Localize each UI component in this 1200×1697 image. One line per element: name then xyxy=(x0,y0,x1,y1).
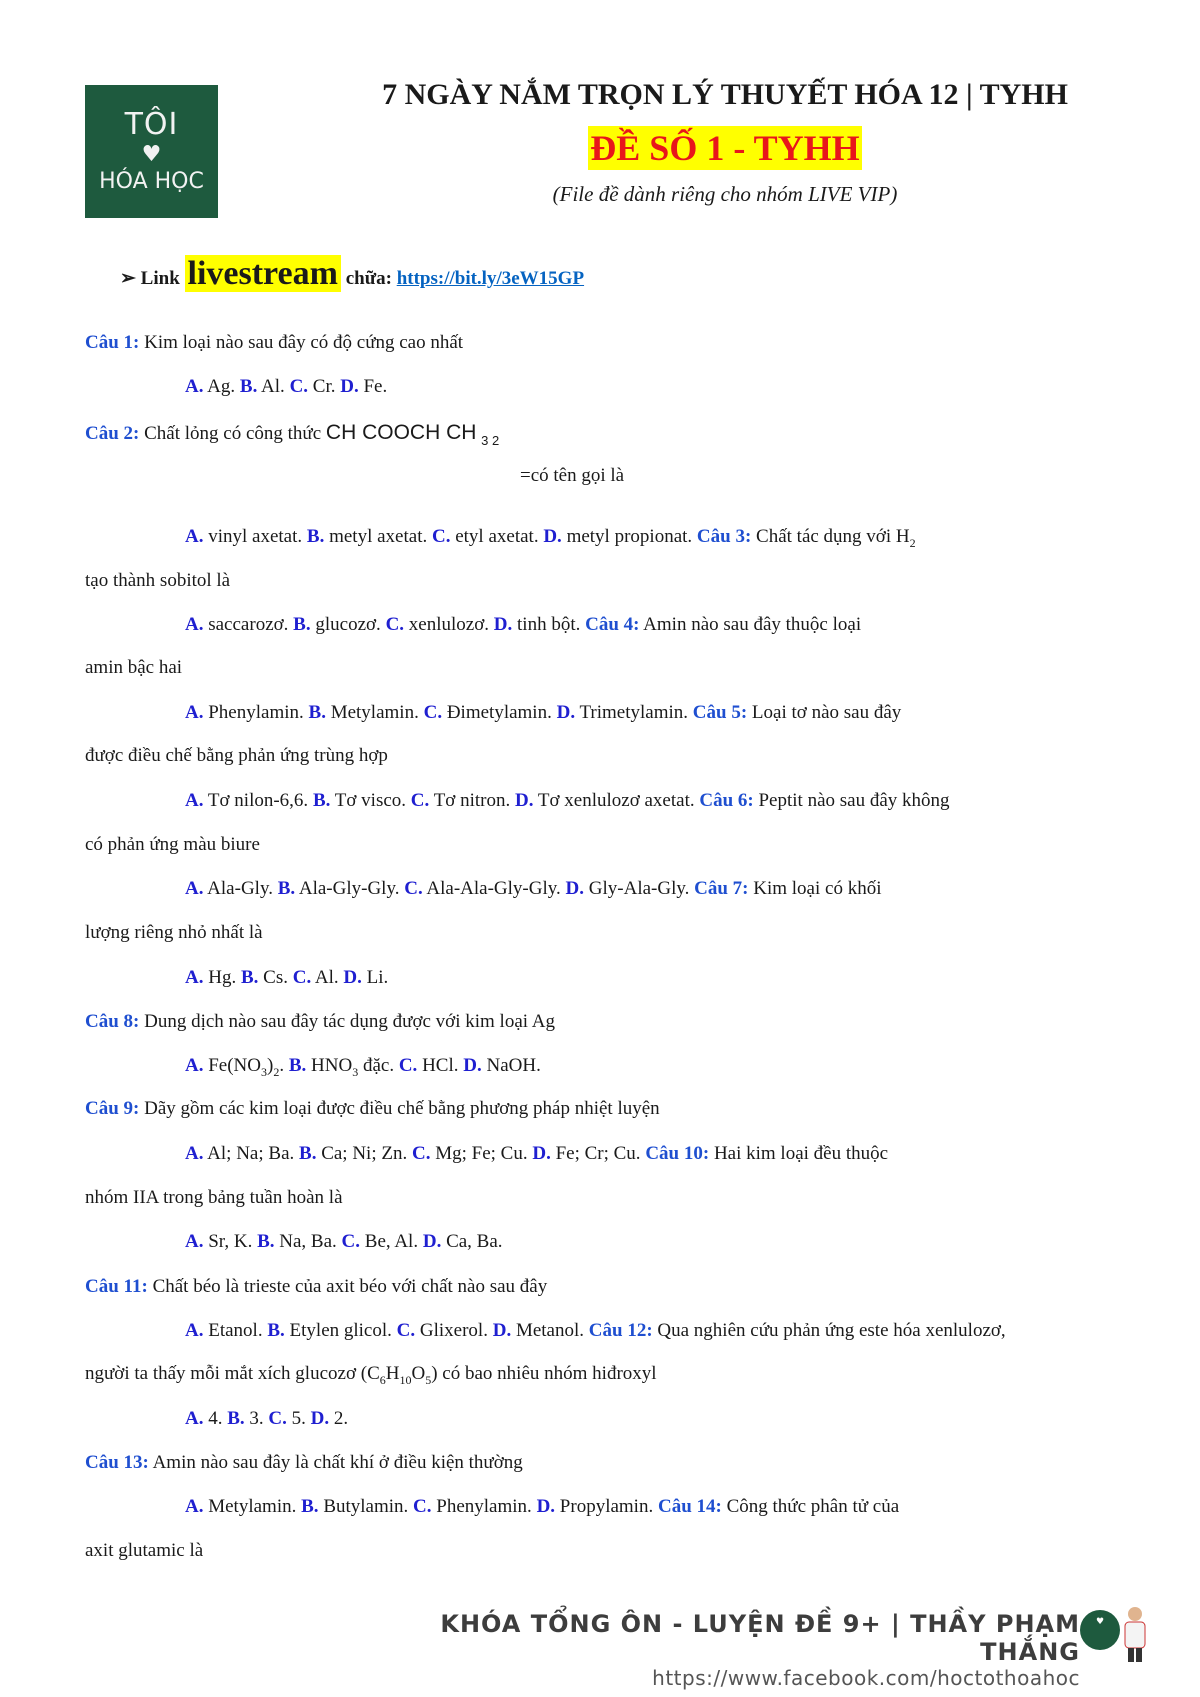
question-label: Câu 7: xyxy=(694,878,749,899)
option-c-text: Phenylamin. xyxy=(431,1496,537,1517)
answers-8 xyxy=(185,1055,541,1080)
question-11 xyxy=(85,1276,547,1298)
option-a: A. xyxy=(185,790,204,811)
option-c-text: Ala-Ala-Gly-Gly. xyxy=(422,878,566,899)
subscript: 2 xyxy=(909,535,916,550)
question-3-cont: tạo thành sobitol là xyxy=(85,570,231,591)
question-label: Câu 9: xyxy=(85,1098,140,1119)
question-text: ) có bao nhiêu nhóm hiđroxyl xyxy=(431,1363,657,1384)
question-6-cont: có phản ứng màu biure xyxy=(85,834,260,855)
question-9 xyxy=(85,1098,660,1120)
option-a-text-3: . xyxy=(279,1055,289,1076)
option-b: B. xyxy=(308,702,326,723)
option-a: A. xyxy=(185,376,204,397)
option-d-text: Tơ xenlulozơ axetat. xyxy=(533,790,700,811)
question-text: Loại tơ nào sau đây xyxy=(747,702,902,723)
livestream-link-line xyxy=(120,255,584,293)
option-c: C. xyxy=(341,1231,361,1252)
option-b: B. xyxy=(293,614,311,635)
option-d: D. xyxy=(463,1055,482,1076)
option-a-text: saccarozơ. xyxy=(203,614,294,635)
footer-course: KHÓA TỔNG ÔN - LUYỆN ĐỀ 9+ | THẦY PHẠM THẮNG xyxy=(440,1610,1080,1666)
answers-6 xyxy=(185,878,881,900)
option-c: C. xyxy=(289,376,309,397)
option-d-text: Fe. xyxy=(358,376,388,397)
option-d-text: Gly-Ala-Gly. xyxy=(584,878,695,899)
option-d-text: 2. xyxy=(329,1408,349,1429)
option-d-text: Metanol. xyxy=(511,1320,589,1341)
option-a-text: Sr, K. xyxy=(203,1231,258,1252)
option-d-text: Trimetylamin. xyxy=(575,702,693,723)
link-prefix: ➢ Link xyxy=(120,268,185,289)
option-c-text: Cr. xyxy=(308,376,341,397)
option-d: D. xyxy=(532,1143,551,1164)
answers-12 xyxy=(185,1408,348,1430)
option-d: D. xyxy=(492,1320,512,1341)
question-label: Câu 14: xyxy=(657,1496,722,1517)
option-b-text: HNO xyxy=(306,1055,353,1076)
option-a: A. xyxy=(185,1231,204,1252)
question-8 xyxy=(85,1011,555,1033)
question-text: Chất lỏng có công thức xyxy=(139,423,326,444)
option-c: C. xyxy=(396,1320,416,1341)
option-b-text: Na, Ba. xyxy=(274,1231,342,1252)
option-d: D. xyxy=(422,1231,442,1252)
question-text: Kim loại nào sau đây có độ cứng cao nhất xyxy=(139,332,464,353)
heart-icon: ♥ xyxy=(141,141,162,167)
question-10-cont: nhóm IIA trong bảng tuần hoàn là xyxy=(85,1187,343,1208)
logo xyxy=(85,85,218,218)
option-c: C. xyxy=(398,1055,418,1076)
question-text: Dãy gồm các kim loại được điều chế bằng phương pháp nhiệt luyện xyxy=(139,1098,660,1119)
subscript: 10 xyxy=(399,1372,412,1387)
question-text: Công thức phân tử của xyxy=(721,1496,900,1517)
subscript: 3 xyxy=(352,1064,359,1079)
question-label: Câu 3: xyxy=(696,526,752,547)
answers-4 xyxy=(185,702,901,724)
option-d: D. xyxy=(343,967,362,988)
option-a-text: Etanol. xyxy=(203,1320,268,1341)
option-c: C. xyxy=(410,790,430,811)
question-text: Qua nghiên cứu phản ứng este hóa xenlulozơ, xyxy=(652,1320,1006,1341)
question-label: Câu 5: xyxy=(692,702,748,723)
option-d: D. xyxy=(310,1408,330,1429)
option-c: C. xyxy=(292,967,312,988)
option-b: B. xyxy=(288,1055,307,1076)
option-d-text: tinh bột. xyxy=(512,614,586,635)
option-d: D. xyxy=(493,614,513,635)
element-symbol: H xyxy=(385,1363,400,1384)
livestream-url[interactable]: https://bit.ly/3eW15GP xyxy=(396,268,585,289)
link-highlight: livestream xyxy=(185,255,341,292)
option-b: B. xyxy=(240,967,259,988)
option-a-text-2: ) xyxy=(267,1055,274,1076)
option-a-text: Phenylamin. xyxy=(203,702,309,723)
option-c-text: HCl. xyxy=(417,1055,464,1076)
option-c-text: Tơ nitron. xyxy=(429,790,515,811)
option-c: C. xyxy=(413,1496,432,1517)
answers-10 xyxy=(185,1231,503,1253)
page-title: 7 NGÀY NẮM TRỌN LÝ THUYẾT HÓA 12 | TYHH xyxy=(382,78,1068,111)
option-d: D. xyxy=(536,1496,556,1517)
question-label: Câu 1: xyxy=(85,332,140,353)
option-a-text: 4. xyxy=(203,1408,228,1429)
question-4-cont: amin bậc hai xyxy=(85,657,183,678)
option-a-text: Ala-Gly. xyxy=(203,878,278,899)
option-a: A. xyxy=(185,1055,204,1076)
option-a-text: Fe(NO xyxy=(203,1055,262,1076)
answers-13 xyxy=(185,1496,899,1518)
option-d: D. xyxy=(514,790,534,811)
subscript: 5 xyxy=(425,1372,432,1387)
option-a: A. xyxy=(185,1408,204,1429)
option-b: B. xyxy=(257,1231,275,1252)
option-b: B. xyxy=(239,376,258,397)
option-a: A. xyxy=(185,1143,204,1164)
option-b-text: 3. xyxy=(244,1408,269,1429)
option-d: D. xyxy=(543,526,562,547)
question-5-cont: được điều chế bằng phản ứng trùng hợp xyxy=(85,745,388,766)
option-b-text: Butylamin. xyxy=(318,1496,414,1517)
answers-3 xyxy=(185,614,861,636)
option-b-text-2: đặc. xyxy=(358,1055,399,1076)
option-a: A. xyxy=(185,878,204,899)
question-label: Câu 4: xyxy=(585,614,640,635)
footer-url[interactable]: https://www.facebook.com/hoctothoahoc xyxy=(652,1666,1080,1690)
subscript: 3 xyxy=(261,1064,268,1079)
option-a: A. xyxy=(185,967,204,988)
option-d-text: Propylamin. xyxy=(555,1496,658,1517)
answers-2 xyxy=(185,526,916,551)
option-a: A. xyxy=(185,702,204,723)
option-a-text: vinyl axetat. xyxy=(203,526,307,547)
option-c: C. xyxy=(423,702,443,723)
option-b: B. xyxy=(301,1496,319,1517)
chem-formula: CH COOCH CH xyxy=(325,421,477,444)
footer xyxy=(360,1610,1080,1690)
question-label: Câu 2: xyxy=(85,423,140,444)
question-text: Amin nào sau đây là chất khí ở điều kiện thường xyxy=(148,1452,523,1473)
option-d-text: NaOH. xyxy=(481,1055,541,1076)
question-12-cont xyxy=(85,1363,657,1388)
option-d-text: Fe; Cr; Cu. xyxy=(550,1143,646,1164)
option-c: C. xyxy=(268,1408,287,1429)
header-note: (File đề dành riêng cho nhóm LIVE VIP) xyxy=(552,182,898,206)
question-label: Câu 12: xyxy=(588,1320,653,1341)
option-c-text: Be, Al. xyxy=(360,1231,423,1252)
question-label: Câu 6: xyxy=(699,790,754,811)
question-2 xyxy=(85,421,500,448)
option-a: A. xyxy=(185,614,204,635)
option-d: D. xyxy=(340,376,359,397)
option-d-text: Li. xyxy=(361,967,389,988)
teacher-avatar-icon xyxy=(1122,1605,1148,1663)
option-b-text: metyl axetat. xyxy=(324,526,432,547)
question-text: Dung dịch nào sau đây tác dụng được với kim loại Ag xyxy=(139,1011,555,1032)
option-a: A. xyxy=(185,526,204,547)
question-text: Chất béo là trieste của axit béo với chất nào sau đây xyxy=(147,1276,548,1297)
subtitle-wrap xyxy=(300,126,1150,170)
option-c-text: Glixerol. xyxy=(415,1320,493,1341)
answers-5 xyxy=(185,790,950,812)
answers-7 xyxy=(185,967,388,989)
option-b-text: Etylen glicol. xyxy=(284,1320,397,1341)
option-c-text: Mg; Fe; Cu. xyxy=(430,1143,533,1164)
question-text: người ta thấy mỗi mắt xích glucozơ (C xyxy=(85,1363,380,1384)
subscript: 2 xyxy=(273,1064,280,1079)
option-a: A. xyxy=(185,1496,204,1517)
option-c: C. xyxy=(411,1143,431,1164)
logo-line2: HÓA HỌC xyxy=(99,168,204,194)
question-2-tail: =có tên gọi là xyxy=(520,465,625,486)
option-b: B. xyxy=(277,878,296,899)
option-c-text: Al. xyxy=(311,967,344,988)
option-c: C. xyxy=(431,526,451,547)
question-label: Câu 10: xyxy=(645,1143,710,1164)
option-b-text: Al. xyxy=(257,376,290,397)
option-d: D. xyxy=(556,702,576,723)
option-d-text: Ca, Ba. xyxy=(441,1231,503,1252)
option-a-text: Tơ nilon-6,6. xyxy=(203,790,313,811)
option-c-text: Đimetylamin. xyxy=(442,702,557,723)
question-text: Amin nào sau đây thuộc loại xyxy=(639,614,862,635)
option-b-text: Tơ visco. xyxy=(330,790,411,811)
chem-formula-sub: 3 2 xyxy=(481,433,500,448)
element-symbol: O xyxy=(411,1363,426,1384)
question-13 xyxy=(85,1452,523,1474)
question-label: Câu 11: xyxy=(85,1276,148,1297)
option-a-text: Ag. xyxy=(203,376,240,397)
option-a-text: Hg. xyxy=(203,967,241,988)
link-suffix: chữa: xyxy=(340,268,397,289)
option-b-text: Ca; Ni; Zn. xyxy=(316,1143,412,1164)
option-c-text: 5. xyxy=(286,1408,311,1429)
option-b: B. xyxy=(312,790,331,811)
question-label: Câu 13: xyxy=(85,1452,149,1473)
question-text: Kim loại có khối xyxy=(748,878,882,899)
option-a-text: Al; Na; Ba. xyxy=(203,1143,300,1164)
question-text: Hai kim loại đều thuộc xyxy=(709,1143,889,1164)
option-c-text: xenlulozơ. xyxy=(404,614,494,635)
option-b: B. xyxy=(227,1408,245,1429)
question-7-cont: lượng riêng nhỏ nhất là xyxy=(85,922,263,943)
option-b-text: Cs. xyxy=(258,967,293,988)
question-label: Câu 8: xyxy=(85,1011,140,1032)
option-b-text: glucozơ. xyxy=(310,614,386,635)
question-14-cont: axit glutamic là xyxy=(85,1540,204,1561)
exam-subtitle: ĐỀ SỐ 1 - TYHH xyxy=(590,128,860,168)
question-text: Chất tác dụng với H xyxy=(751,526,910,547)
option-b: B. xyxy=(299,1143,317,1164)
option-b-text: Ala-Gly-Gly. xyxy=(295,878,405,899)
option-a-text: Metylamin. xyxy=(203,1496,302,1517)
option-d-text: metyl propionat. xyxy=(561,526,697,547)
subscript: 6 xyxy=(379,1372,386,1387)
option-a: A. xyxy=(185,1320,204,1341)
option-c: C. xyxy=(385,614,405,635)
logo-line1: TÔI xyxy=(124,106,179,142)
option-c-text: etyl axetat. xyxy=(450,526,544,547)
option-c: C. xyxy=(404,878,423,899)
option-b: B. xyxy=(306,526,325,547)
footer-logo-icon: ♥ xyxy=(1080,1610,1120,1650)
option-d: D. xyxy=(565,878,585,899)
option-b: B. xyxy=(267,1320,285,1341)
option-b-text: Metylamin. xyxy=(325,702,424,723)
question-1 xyxy=(85,332,463,354)
answers-11 xyxy=(185,1320,1006,1342)
answers-1 xyxy=(185,376,387,398)
question-text: Peptit nào sau đây không xyxy=(753,790,950,811)
answers-9 xyxy=(185,1143,888,1165)
